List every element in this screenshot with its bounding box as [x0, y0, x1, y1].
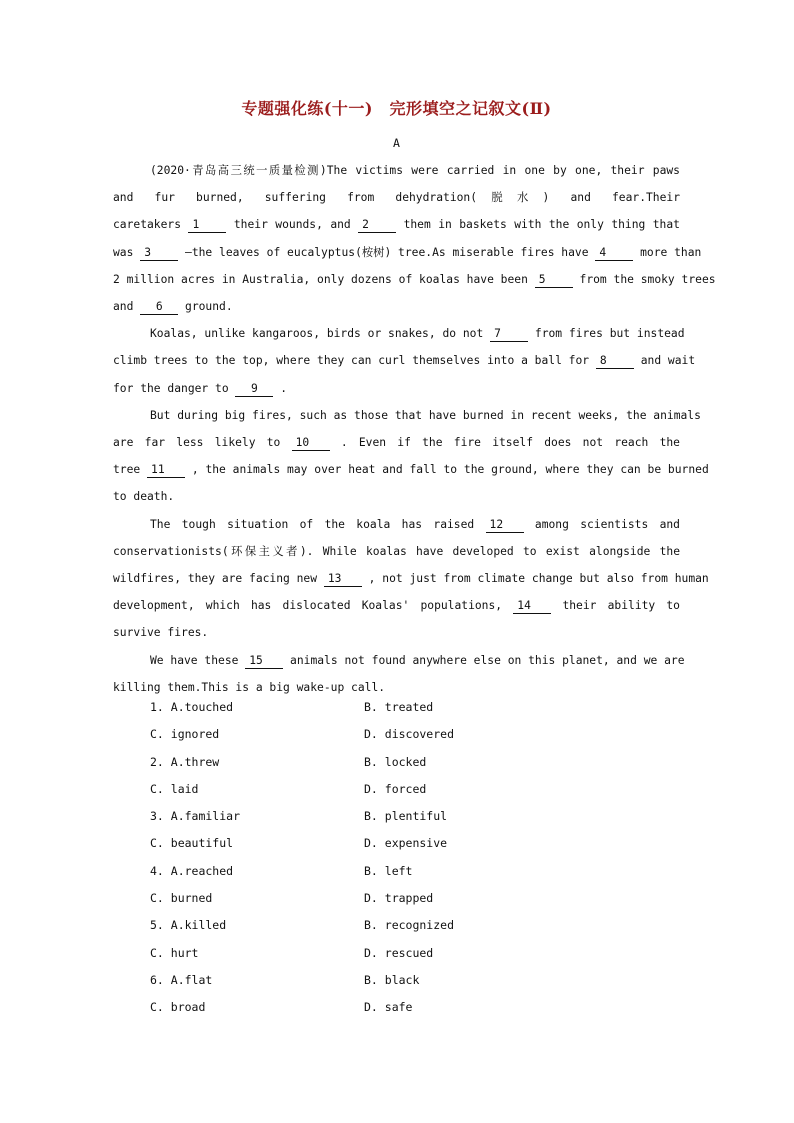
option-choice[interactable]: C. ignored [150, 727, 220, 742]
option-row [113, 782, 680, 809]
passage-line: killing them.This is a big wake-up call. [113, 680, 386, 694]
option-row [113, 1000, 680, 1027]
option-choice[interactable]: D. trapped [364, 891, 434, 906]
answer-blank[interactable]: 13 [324, 572, 362, 587]
answer-blank[interactable]: 14 [513, 599, 551, 614]
answer-blank[interactable]: 12 [486, 518, 524, 533]
passage-line: and fur burned, suffering from dehydration(脱水) and fear.Their [113, 191, 680, 205]
worksheet-title: 专题强化练(十一) 完形填空之记叙文(Ⅱ) [241, 99, 552, 118]
passage-line: are far less likely to 10 . Even if the fire itself does not reach the [113, 436, 680, 450]
answer-blank[interactable]: 8 [596, 354, 634, 369]
option-choice[interactable]: 5. A.killed [150, 918, 227, 933]
option-choice[interactable]: B. black [364, 972, 420, 987]
option-row [113, 836, 680, 863]
passage-line: climb trees to the top, where they can curl themselves into a ball for 8 and wait [113, 354, 696, 368]
option-row [113, 973, 680, 1000]
option-choice[interactable]: 4. A.reached [150, 863, 234, 878]
answer-blank[interactable]: 10 [292, 436, 330, 451]
option-row [113, 891, 680, 918]
option-choice[interactable]: D. discovered [364, 727, 455, 742]
answer-blank[interactable]: 3 [140, 246, 178, 261]
option-choice[interactable]: C. beautiful [150, 836, 234, 851]
answer-options [113, 700, 680, 1028]
passage-line: was 3 —the leaves of eucalyptus(桉树) tree.As miserable fires have 4 more than [113, 245, 702, 259]
option-choice[interactable]: D. expensive [364, 836, 448, 851]
passage-line: development, which has dislocated Koalas' populations, 14 their ability to [113, 599, 680, 613]
passage-line: wildfires, they are facing new 13 , not just from climate change but also from human [113, 572, 709, 586]
option-choice[interactable]: D. rescued [364, 945, 434, 960]
cloze-passage [113, 157, 716, 701]
option-choice[interactable]: 2. A.threw [150, 754, 220, 769]
option-choice[interactable]: D. safe [364, 1000, 413, 1015]
answer-blank[interactable]: 15 [245, 654, 283, 669]
passage-line: Koalas, unlike kangaroos, birds or snakes, do not 7 from fires but instead [150, 327, 685, 341]
option-choice[interactable]: 6. A.flat [150, 972, 213, 987]
section-label: A [393, 136, 400, 150]
option-row [113, 918, 680, 945]
passage-line: survive fires. [113, 626, 209, 640]
passage-line: But during big fires, such as those that have burned in recent weeks, the animals [150, 408, 701, 422]
option-row [113, 700, 680, 727]
option-row [113, 755, 680, 782]
passage-line: We have these 15 animals not found anywhere else on this planet, and we are [150, 653, 685, 667]
passage-line: to death. [113, 490, 175, 504]
passage-line: conservationists(环保主义者). While koalas have developed to exist alongside the [113, 544, 680, 558]
answer-blank[interactable]: 11 [147, 463, 185, 478]
answer-blank[interactable]: 4 [595, 246, 633, 261]
option-choice[interactable]: 1. A.touched [150, 700, 234, 714]
answer-blank[interactable]: 7 [490, 327, 528, 342]
option-choice[interactable]: B. recognized [364, 918, 455, 933]
option-row [113, 864, 680, 891]
option-choice[interactable]: B. locked [364, 754, 427, 769]
passage-line: caretakers 1 their wounds, and 2 them in baskets with the only thing that [113, 218, 680, 232]
option-choice[interactable]: D. forced [364, 781, 427, 796]
option-row [113, 946, 680, 973]
option-choice[interactable]: C. hurt [150, 945, 199, 960]
passage-line: The tough situation of the koala has raised 12 among scientists and [150, 517, 680, 531]
option-choice[interactable]: B. plentiful [364, 809, 448, 824]
option-choice[interactable]: B. left [364, 863, 413, 878]
answer-blank[interactable]: 6 [140, 300, 178, 315]
option-row [113, 727, 680, 754]
passage-line: 2 million acres in Australia, only dozens of koalas have been 5 from the smoky trees [113, 272, 716, 286]
passage-line: (2020·青岛高三统一质量检测)The victims were carried in one by one, their paws [150, 164, 680, 177]
passage-line: for the danger to 9 . [113, 381, 288, 395]
answer-blank[interactable]: 5 [535, 273, 573, 288]
passage-line: tree 11 , the animals may over heat and fall to the ground, where they can be burned [113, 463, 709, 477]
answer-blank[interactable]: 2 [358, 218, 396, 233]
option-row [113, 809, 680, 836]
option-choice[interactable]: C. laid [150, 781, 199, 796]
option-choice[interactable]: C. burned [150, 891, 213, 906]
passage-line: and 6 ground. [113, 300, 233, 314]
answer-blank[interactable]: 1 [188, 218, 226, 233]
answer-blank[interactable]: 9 [235, 382, 273, 397]
option-choice[interactable]: B. treated [364, 700, 434, 714]
option-choice[interactable]: 3. A.familiar [150, 809, 241, 824]
option-choice[interactable]: C. broad [150, 1000, 206, 1015]
